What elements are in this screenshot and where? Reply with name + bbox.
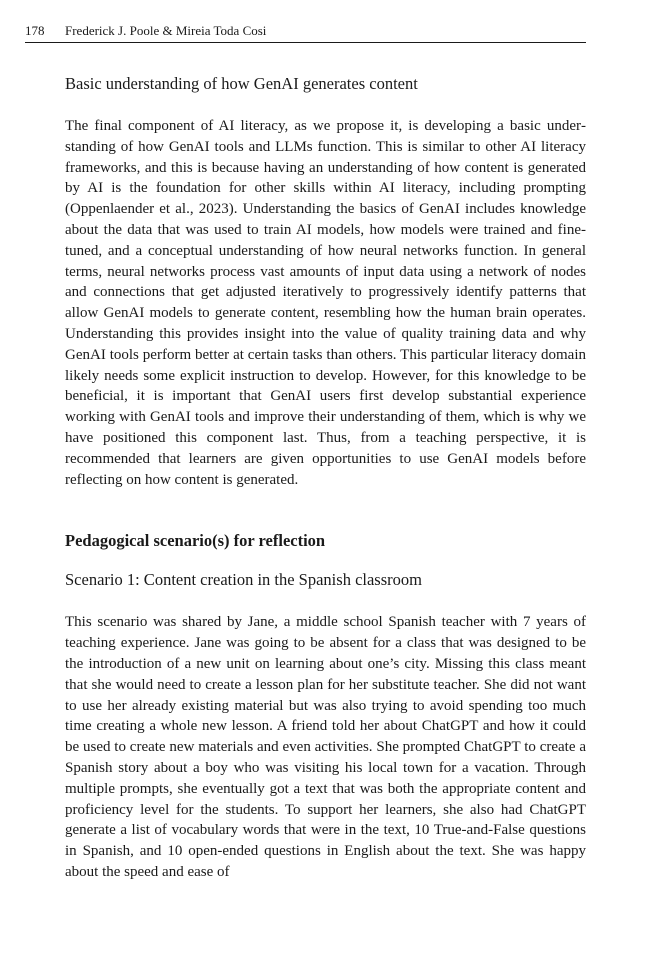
section-title-pedagogical: Pedagogical scenario(s) for reflection xyxy=(65,531,326,551)
body-paragraph-genai: The final component of AI literacy, as we propose it, is developing a basic understanding of how GenAI tools and LLMs function. This is similar to other AI literacy frameworks, and this is because having an understanding of how content is generated by AI is the foundation for other skills within AI literacy, including prompting (Oppenlaender et al., 2023). Understanding the basics of GenAI includes knowledge about the data that was used to train AI models, how models were trained and fine-tuned, and a conceptual understanding of how neural networks function. In general terms, neural networks process vast amounts of input data using a network of nodes and connections that get adjusted iteratively to progressively identify patterns that allow GenAI models to generate content, resembling how the human brain operates. Understanding this provides insight into the value of quality training data and why GenAI tools perform better at certain tasks than others. This particular literacy domain likely needs some explicit instruction to develop. However, for this knowledge to be beneficial, it is important that GenAI users first develop substantial experience working with GenAI tools and improve their understanding of them, which is why we have positioned this component last. Thus, from a teaching perspective, it is recommended that learners are given opportunities to use GenAI models before reflecting on how content is generated. xyxy=(65,118,586,488)
body-paragraph-scenario-1: This scenario was shared by Jane, a middle school Spanish teacher with 7 years of teaching experience. Jane was going to be absent for a class that was designed to be the introduction of a new unit on learning about one’s city. Missing this class meant that she would need to create a lesson plan for her substitute teacher. She did not want to use her already existing material but was also trying to avoid spending too much time creating a whole new lesson. A friend told her about ChatGPT and how it could be used to create new materials and even activities. She prompted ChatGPT to create a Spanish story about a boy who was visiting his local town for a vacation. Through multiple prompts, she eventually got a text that was both the appropriate content and proficiency level for the students. To support her learners, she also had ChatGPT generate a list of vocabulary words that were in the text, 10 True-and-False questions in Spanish, and 10 open-ended questions in English about the text. She was happy about the speed and ease of xyxy=(65,614,586,880)
subsection-title-scenario-1: Scenario 1: Content creation in the Spanish classroom xyxy=(65,570,422,590)
subsection-title-genai: Basic understanding of how GenAI generates content xyxy=(65,74,418,93)
running-title: Frederick J. Poole & Mireia Toda Cosi xyxy=(65,23,267,38)
running-head xyxy=(25,20,586,43)
page-content xyxy=(65,73,586,883)
page-number: 178 xyxy=(25,23,45,38)
